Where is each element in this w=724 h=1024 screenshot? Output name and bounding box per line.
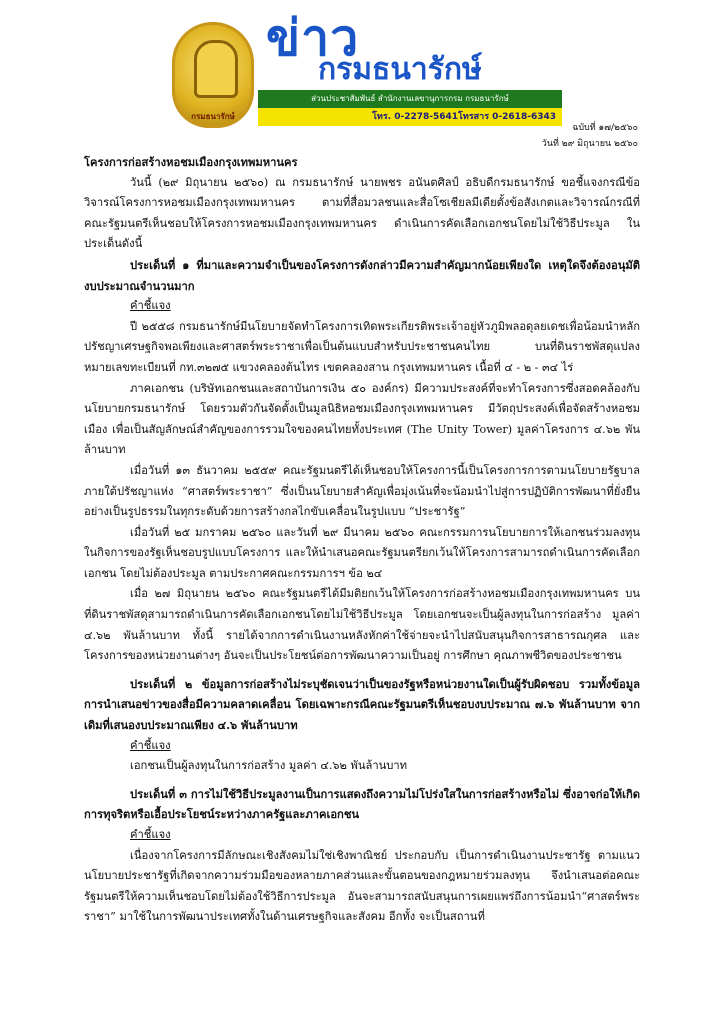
masthead-logo — [258, 8, 562, 128]
issue-number: ฉบับที่ ๑๗/๒๕๖๐ — [572, 123, 638, 133]
paragraph-5: เมื่อ ๒๗ มิถุนายน ๒๕๖๐ คณะรัฐมนตรีได้มีมติยกเว้นให้โครงการก่อสร้างหอชมเมืองกรุงเทพมหานคร บนที่ดินราชพัสดุสามารถดำเนินการคัดเลือกเอกชนโดยไม่ใช้วิธีประมูล โดยเอกชนจะเป็นผู้ลงทุนในการก่อสร้าง มูลค่า ๔.๖๒ พันล้านบาท ทั้งนี้ รายได้จากการดำเนินงานหลังหักค่าใช้จ่ายจะนำไปสนับสนุนกิจการสาธารณกุศล และโครงการของหน่วยงานต่างๆ อันจะเป็นประโยชน์ต่อการพัฒนาความเป็นอยู่ การศึกษา คุณภาพชีวิตของประชาชน — [84, 587, 640, 663]
issue-info — [542, 120, 638, 152]
paragraph-1: ปี ๒๕๕๘ กรมธนารักษ์มีนโยบายจัดทำโครงการเทิดพระเกียรติพระเจ้าอยู่หัวภูมิพลอดุลยเดชเพื่อน้อมนำหลักปรัชญาเศรษฐกิจพอเพียงและศาสตร์พระราชาเพื่อเป็นต้นแบบสำหรับประชาชนคนไทย บนที่ดินราชพัสดุแปลงหมายเลขทะเบียนที่ กท.๓๒๗๕ แขวงคลองต้นไทร เขตคลองสาน กรุงเทพมหานคร เนื้อที่ ๔ - ๒ - ๓๔ ไร่ — [84, 319, 640, 374]
paragraph-7: เนื่องจากโครงการมีลักษณะเชิงสังคมไม่ใช่เชิงพาณิชย์ ประกอบกับ เป็นการดำเนินงานประชารัฐ ตามแนวนโยบายประชารัฐที่เกิดจากความร่วมมือของหลายภาคส่วนและขั้นตอนของกฎหมายร่วมลงทุน จึงนำเสนอต่อคณะรัฐมนตรีให้ความเห็นชอบโดยไม่ต้องใช้วิธีการประมูล อันจะสามารถสนับสนุนการเผยแพร่ถึงการน้อมนำ“ศาสตร์พระราชา” มาใช้ในการพัฒนาประเทศทั้งในด้านเศรษฐกิจและสังคม อีกทั้ง จะเป็นสถานที่ — [84, 848, 640, 924]
explanation-label-2: คำชี้แจง — [130, 738, 171, 752]
masthead-title-department: กรมธนารักษ์ — [318, 52, 482, 87]
issue-date: วันที่ ๒๙ มิถุนายน ๒๕๖๐ — [541, 139, 638, 149]
department-seal-logo — [172, 22, 254, 128]
seal-name: กรมธนารักษ์ — [191, 112, 235, 121]
issue-2-heading: ประเด็นที่ ๒ ข้อมูลการก่อสร้างไม่ระบุชัดเจนว่าเป็นของรัฐหรือหน่วยงานใดเป็นผู้รับผิดชอบ รวมทั้งข้อมูลการนำเสนอข่าวของสื่อมีความคลาดเคลื่อน โดยเฉพาะกรณีคณะรัฐมนตรีเห็นชอบงบประมาณ ๗.๖ พันล้านบาท จากเดิมที่เสนองบประมาณเพียง ๔.๖ พันล้านบาท — [84, 676, 640, 733]
intro-paragraph: วันนี้ (๒๙ มิถุนายน ๒๕๖๐) ณ กรมธนารักษ์ นายพชร อนันตศิลป์ อธิบดีกรมธนารักษ์ ขอชี้แจงกรณีข้อวิจารณ์โครงการหอชมเมืองกรุงเทพมหานคร ตามที่สื่อมวลชนและสื่อโซเชียลมีเดียตั้งข้อสังเกตและวิจารณ์กรณีที่คณะรัฐมนตรีเห็นชอบให้โครงการหอชมเมืองกรุงเทพมหานคร ดำเนินการคัดเลือกเอกชนโดยไม่ใช้วิธีประมูล ในประเด็นดังนี้ — [84, 175, 640, 251]
press-release-body — [84, 152, 640, 928]
issue-3-heading: ประเด็นที่ ๓ การไม่ใช้วิธีประมูลงานเป็นการแสดงถึงความไม่โปร่งใสในการก่อสร้างหรือไม่ ซึ่งอาจก่อให้เกิดการทุจริตหรือเอื้อประโยชน์ระหว่างภาครัฐและภาคเอกชน — [84, 786, 640, 822]
document-title: โครงการก่อสร้างหอชมเมืองกรุงเทพมหานคร — [84, 155, 298, 169]
masthead-subtitle: ส่วนประชาสัมพันธ์ สำนักงานเลขานุการกรม กรมธนารักษ์ — [258, 90, 562, 108]
explanation-label-1: คำชี้แจง — [130, 299, 171, 313]
issue-1-heading: ประเด็นที่ ๑ ที่มาและความจำเป็นของโครงการดังกล่าวมีความสำคัญมากน้อยเพียงใด เหตุใดจึงต้องอนุมัติงบประมาณจำนวนมาก — [84, 257, 640, 293]
masthead-title-news: ข่าว — [266, 9, 360, 67]
paragraph-6: เอกชนเป็นผู้ลงทุนในการก่อสร้าง มูลค่า ๔.๖๒ พันล้านบาท — [130, 759, 408, 773]
masthead-phone: โทร. 0-2278-5641โทรสาร 0-2618-6343 — [258, 108, 562, 126]
paragraph-2: ภาคเอกชน (บริษัทเอกชนและสถาบันการเงิน ๕๐ องค์กร) มีความประสงค์ที่จะทำโครงการซึ่งสอดคล้องกับนโยบายกรมธนารักษ์ โดยรวมตัวกันจัดตั้งเป็นมูลนิธิหอชมเมืองกรุงเทพมหานคร มีวัตถุประสงค์เพื่อจัดสร้างหอชมเมือง เพื่อเป็นสัญลักษณ์สำคัญของการรวมใจของคนไทยทั้งประเทศ (The Unity Tower) มูลค่าโครงการ ๔.๖๒ พันล้านบาท — [84, 381, 640, 457]
paragraph-3: เมื่อวันที่ ๑๓ ธันวาคม ๒๕๕๙ คณะรัฐมนตรีได้เห็นชอบให้โครงการนี้เป็นโครงการการตามนโยบายรัฐบาล ภายใต้ปรัชญาแห่ง “ศาสตร์พระราชา” ซึ่งเป็นนโยบายสำคัญเพื่อมุ่งเน้นที่จะน้อมนำไปสู่การปฏิบัติการพัฒนาที่ยั่งยืนอย่างเป็นรูปธรรมในทุกระดับด้วยการสร้างกลไกขับเคลื่อนในรูปแบบ “ประชารัฐ” — [84, 463, 640, 519]
explanation-label-3: คำชี้แจง — [130, 828, 171, 841]
paragraph-4: เมื่อวันที่ ๒๕ มกราคม ๒๕๖๐ และวันที่ ๒๙ มีนาคม ๒๕๖๐ คณะกรรมการนโยบายการให้เอกชนร่วมลงทุนในกิจการของรัฐเห็นชอบรูปแบบโครงการ และให้นำเสนอคณะรัฐมนตรียกเว้นให้โครงการสามารถดำเนินการคัดเลือกเอกชน โดยไม่ต้องประมูล ตามประกาศคณะกรรมการฯ ข้อ ๒๔ — [84, 525, 640, 580]
letterhead — [172, 8, 562, 128]
